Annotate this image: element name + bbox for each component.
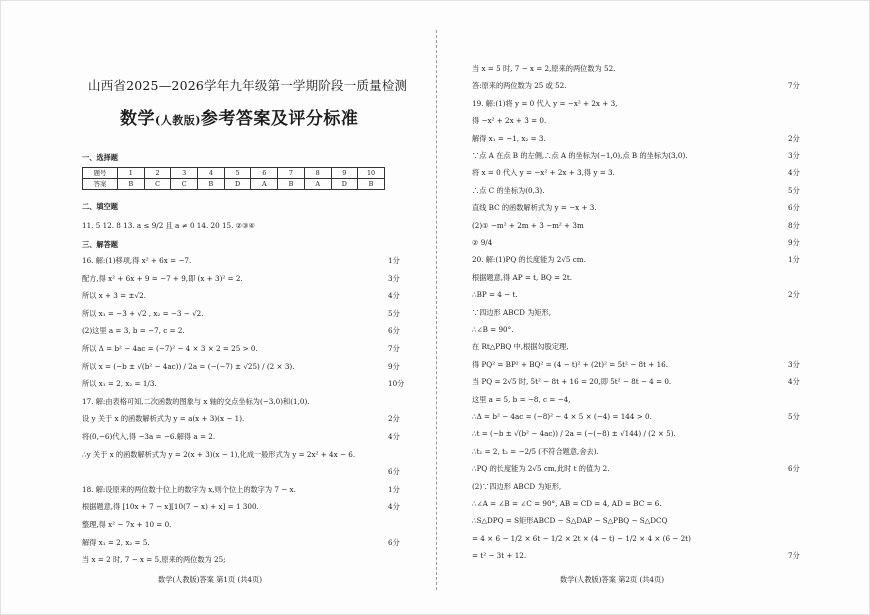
solution-line: 所以 x = (−b ± √(b² − 4ac)) / 2a = (−(−7) ± √25) / (2 × 3).	[82, 361, 295, 371]
score-mark: 9分	[788, 238, 800, 247]
table-cell: 4	[198, 168, 225, 179]
score-mark: 2分	[388, 414, 400, 424]
table-cell: C	[171, 179, 198, 190]
solution-line: 整理,得 x² − 7x + 10 = 0.	[82, 520, 172, 529]
score-mark: 4分	[388, 432, 400, 441]
score-mark: 5分	[788, 185, 800, 195]
solution-line: ∴y 关于 x 的函数解析式为 y = 2(x + 3)(x − 1),化成一般形式为 y = 2x² + 4x − 6.	[82, 449, 356, 459]
page-1-footer: 数学(人教版)答案 第1页 (共4页)	[158, 575, 262, 584]
table-cell: 9	[331, 168, 358, 179]
table-cell: B	[118, 179, 145, 190]
solution-line: 答:原来的两位数为 25 或 52.	[472, 81, 567, 91]
solution-line: 根据题意,得 [10x + 7 − x][10(7 − x) + x] = 1 300.	[82, 502, 259, 512]
solution-line: 所以 Δ = b² − 4ac = (−7)² − 4 × 3 × 2 = 25 > 0.	[82, 344, 258, 353]
edition: (人教版)	[155, 114, 201, 127]
section-solve: 三、解答题	[82, 240, 118, 249]
score-mark: 1分	[388, 256, 400, 265]
title-rest: 参考答案及评分标准	[200, 109, 359, 129]
solution-line: ∴点 C 的坐标为(0,3).	[472, 185, 545, 195]
section-choice: 一、选择题	[82, 153, 118, 162]
score-mark: 2分	[788, 290, 800, 300]
solution-line: ∴t₁ = 2, t₂ = −2/5 (不符合题意,舍去).	[472, 446, 599, 456]
page-2	[436, 0, 870, 615]
table-cell: 答案	[83, 179, 118, 190]
score-mark: 8分	[788, 220, 800, 230]
score-mark: 9分	[388, 361, 400, 371]
solution-line: 在 Rt△PBQ 中,根据勾股定理,	[472, 342, 569, 352]
table-cell: 3	[171, 168, 198, 179]
solution-line: 得 −x² + 2x + 3 = 0.	[472, 116, 547, 126]
table-cell: D	[331, 179, 358, 190]
solution-line: 20. 解:(1)PQ 的长度能为 2√5 cm.	[472, 255, 586, 265]
solution-line: ∵四边形 ABCD 为矩形,	[472, 307, 552, 317]
exam-title: 山西省2025—2026学年九年级第一学期阶段一质量检测	[88, 78, 408, 93]
score-mark: 7分	[788, 81, 800, 91]
section-fill: 二、填空题	[82, 202, 118, 211]
score-mark: 4分	[388, 291, 400, 301]
score-mark: 7分	[788, 551, 800, 561]
solution-line: = t² − 3t + 12.	[472, 551, 527, 561]
solution-line: ∴t = (−b ± √(b² − 4ac)) / 2a = (−(−8) ± √144) / (2 × 5).	[472, 429, 676, 439]
score-mark: 4分	[788, 377, 800, 387]
solution-line: ∴S△DPQ = S矩形ABCD − S△DAP − S△PBQ − S△DCQ	[472, 516, 668, 526]
solution-line: 直线 BC 的函数解析式为 y = −x + 3.	[472, 203, 597, 213]
table-row	[83, 168, 385, 179]
solution-line: 配方,得 x² + 6x + 9 = −7 + 9,即 (x + 3)² = 2.	[82, 273, 243, 283]
table-cell: 1	[118, 168, 145, 179]
table-cell: B	[358, 179, 385, 190]
table-cell: 5	[224, 168, 251, 179]
score-mark: 6分	[388, 326, 400, 336]
score-mark: 6分	[388, 467, 400, 477]
solution-line: = 4 × 6 − 1/2 × 6t − 1/2 × 2t × (4 − t) − 1/2 × 4 × (6 − 2t)	[472, 533, 691, 543]
solution-line: 所以 x₁ = 2, x₂ = 1/3.	[82, 379, 157, 389]
score-mark: 3分	[388, 273, 400, 283]
table-cell: 10	[358, 168, 385, 179]
solution-line: (2)① −m² + 2m + 3 −m² + 3m	[472, 220, 584, 230]
score-mark: 6分	[788, 203, 800, 213]
table-cell: 2	[144, 168, 171, 179]
solution-line: ∴∠B = 90°.	[472, 325, 514, 334]
score-mark: 7分	[388, 344, 400, 353]
table-cell: D	[224, 179, 251, 190]
solution-line: (2)这里 a = 3, b = −7, c = 2.	[82, 326, 185, 336]
table-cell: B	[198, 179, 225, 190]
solution-line: 16. 解:(1)移项,得 x² + 6x = −7.	[82, 256, 192, 265]
solution-line: 根据题意,得 AP = t, BQ = 2t.	[472, 272, 573, 282]
solution-line: 19. 解:(1)将 y = 0 代入 y = −x² + 2x + 3,	[472, 98, 618, 108]
solution-line: ∵点 A 在点 B 的左侧,∴点 A 的坐标为(−1,0),点 B 的坐标为(3,0).	[472, 151, 688, 160]
solution-line: 17. 解:由表格可知,二次函数的图象与 x 轴的交点坐标为(−3,0)和(1,0).	[82, 396, 310, 406]
score-mark: 10分	[388, 379, 405, 389]
solution-line: 解得 x₁ = −1, x₂ = 3.	[472, 133, 546, 143]
solution-line: 将(0,−6)代入,得 −3a = −6.解得 a = 2.	[82, 432, 216, 441]
solution-line: 当 x = 5 时, 7 − x = 2,原来的两位数为 52.	[472, 64, 616, 73]
score-mark: 1分	[388, 484, 400, 494]
score-mark: 6分	[788, 464, 800, 474]
page-2-footer: 数学(人教版)答案 第2页 (共4页)	[560, 575, 664, 584]
solution-line: 18. 解:设原来的两位数十位上的数字为 x,则个位上的数字为 7 − x.	[82, 484, 296, 494]
fill-answers: 11. 5 12. 8 13. a ≤ 9/2 且 a ≠ 0 14. 20 15. ②③④	[82, 221, 255, 230]
table-cell: 8	[304, 168, 331, 179]
solution-line: (2)∵四边形 ABCD 为矩形,	[472, 481, 562, 491]
solution-line: ∴PQ 的长度能为 2√5 cm,此时 t 的值为 2.	[472, 464, 610, 474]
solution-line: 当 PQ = 2√5 时, 5t² − 8t + 16 = 20,即 5t² − 8t − 4 = 0.	[472, 377, 672, 387]
score-mark: 1分	[788, 255, 800, 265]
table-cell: 6	[251, 168, 278, 179]
table-cell: B	[278, 179, 305, 190]
score-mark: 5分	[788, 412, 800, 421]
choice-answer-table	[82, 167, 385, 190]
solution-line: ∴∠A = ∠B = ∠C = 90°, AB = CD = 4, AD = BC = 6.	[472, 499, 662, 508]
solution-line: ② 9/4	[472, 238, 493, 247]
solution-line: 解得 x₁ = 2, x₂ = 5.	[82, 537, 150, 547]
solution-line: 将 x = 0 代入 y = −x² + 2x + 3,得 y = 3.	[472, 168, 615, 178]
table-row	[83, 179, 385, 190]
solution-line: ∴Δ = b² − 4ac = (−8)² − 4 × 5 × (−4) = 144 > 0.	[472, 412, 652, 421]
solution-line: 设 y 关于 x 的函数解析式为 y = a(x + 3)(x − 1).	[82, 414, 245, 424]
table-cell: 7	[278, 168, 305, 179]
table-cell: 题号	[83, 168, 118, 179]
answer-key-title	[120, 104, 358, 129]
score-mark: 4分	[388, 502, 400, 512]
score-mark: 5分	[388, 308, 400, 318]
score-mark: 3分	[788, 359, 800, 369]
table-cell: C	[144, 179, 171, 190]
solution-line: 当 x = 2 时, 7 − x = 5,原来的两位数为 25;	[82, 555, 226, 565]
score-mark: 2分	[788, 133, 800, 143]
solution-line: 这里 a = 5, b = −8, c = −4,	[472, 394, 571, 404]
table-cell: A	[251, 179, 278, 190]
solution-line: ∴BP = 4 − t.	[472, 290, 518, 300]
subject: 数学	[120, 109, 155, 129]
solution-line: 得 PQ² = BP² + BQ² = (4 − t)² + (2t)² = 5t² − 8t + 16.	[472, 359, 669, 369]
table-cell: A	[304, 179, 331, 190]
solution-line: 所以 x + 3 = ±√2.	[82, 291, 146, 301]
score-mark: 4分	[788, 168, 800, 178]
score-mark: 6分	[388, 537, 400, 547]
score-mark: 3分	[788, 151, 800, 160]
solution-line: 所以 x₁ = −3 + √2 , x₂ = −3 − √2.	[82, 308, 204, 318]
